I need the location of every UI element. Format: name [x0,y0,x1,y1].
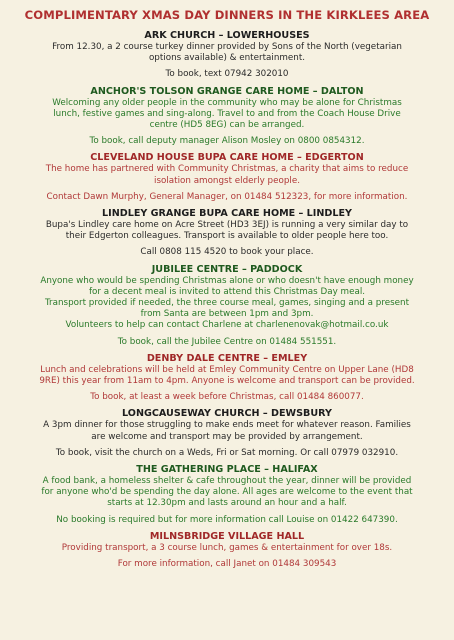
venue-description-line: lunch, festive games and sing-along. Travel to and from the Coach House Drive [53,108,401,119]
venue-description-line: From 12.30, a 2 course turkey dinner provided by Sons of the North (vegetarian [52,42,402,52]
venue-description-line: 9RE) this year from 11am to 4pm. Anyone is welcome and transport can be provided. [39,376,415,387]
venue-heading: THE GATHERING PLACE – HALIFAX [136,464,318,476]
venue-contact: To book, text 07942 302010 [165,69,289,80]
venue-heading: LONGCAUSEWAY CHURCH – DEWSBURY [122,408,332,420]
venue-description-line: are welcome and transport may be provided by arrangement. [91,431,363,442]
venue-description-line: The home has partnered with Community Christmas, a charity that aims to reduce [45,164,409,175]
venue-description-line: their Edgerton colleagues. Transport is available to older people here too. [65,231,389,242]
venue-description-line: Volunteers to help can contact Charlene at charlenenovak@hotmail.co.uk [65,320,389,331]
venue-description-line: centre (HD5 8EG) can be arranged. [149,120,305,131]
venue-description-line: for a decent meal is invited to attend this Christmas Day meal. [88,286,366,297]
venue-description-line: Anyone who would be spending Christmas alone or who doesn't have enough money [40,275,414,286]
venue-ark-church [8,30,446,81]
venue-description-line: Welcoming any older people in the community who may be alone for Christmas [52,97,402,108]
venue-description-line: Lunch and celebrations will be held at Emley Community Centre on Upper Lane (HD8 [40,364,414,375]
venue-longcauseway-church [8,408,446,459]
venue-denby-dale [8,353,446,404]
venue-contact: Contact Dawn Murphy, General Manager, on 01484 512323, for more information. [46,191,408,202]
venue-gathering-place [8,464,446,526]
venue-heading: CLEVELAND HOUSE BUPA CARE HOME – EDGERTON [90,152,364,164]
venue-heading: ANCHOR'S TOLSON GRANGE CARE HOME – DALTON [90,85,364,97]
venue-jubilee-centre [8,264,446,348]
venue-heading: JUBILEE CENTRE – PADDOCK [151,263,303,275]
venue-contact: For more information, call Janet on 01484 309543 [117,559,337,570]
venue-contact: To book, call the Jubilee Centre on 01484 551551. [117,336,337,347]
venue-description-line: Bupa's Lindley care home on Acre Street (HD3 3EJ) is running a very similar day to [45,220,409,231]
venue-description-line: Providing transport, a 3 course lunch, games & entertainment for over 18s. [61,542,393,553]
venue-heading: LINDLEY GRANGE BUPA CARE HOME – LINDLEY [102,208,352,220]
venue-contact: To book, call deputy manager Alison Mosley on 0800 0854312. [89,136,365,147]
venue-contact: To book, at least a week before Christmas, call 01484 860077. [90,392,364,403]
venue-lindley-grange [8,208,446,259]
venue-description-line: isolation amongst elderly people. [154,175,300,186]
venue-description-line: options available) & entertainment. [148,53,306,64]
venue-cleveland-house [8,152,446,203]
venue-description-line: from Santa are between 1pm and 3pm. [140,309,314,320]
venue-description-line: Transport provided if needed, the three course meal, games, singing and a present [44,298,410,309]
venue-description-line: A 3pm dinner for those struggling to make ends meet for whatever reason. Families [43,420,411,431]
page-title: COMPLIMENTARY XMAS DAY DINNERS IN THE KIRKLEES AREA [24,8,430,22]
venue-description-line: for anyone who'd be spending the day alone. All ages are welcome to the event that [41,487,413,498]
venue-heading: MILNSBRIDGE VILLAGE HALL [149,530,305,542]
venue-contact: Call 0808 115 4520 to book your place. [140,247,314,258]
venue-milnsbridge-hall [8,531,446,570]
venue-contact: No booking is required but for more information call Louise on 01422 647390. [56,514,398,525]
venue-description-line: starts at 12.30pm and lasts around an hour and a half. [107,498,347,509]
venue-description-line: A food bank, a homeless shelter & cafe throughout the year, dinner will be provided [42,476,412,487]
venue-contact: To book, visit the church on a Weds, Fri or Sat morning. Or call 07979 032910. [55,447,399,458]
venue-tolson-grange [8,86,446,148]
venue-heading: ARK CHURCH – LOWERHOUSES [144,30,310,41]
venue-heading: DENBY DALE CENTRE – EMLEY [146,352,308,364]
